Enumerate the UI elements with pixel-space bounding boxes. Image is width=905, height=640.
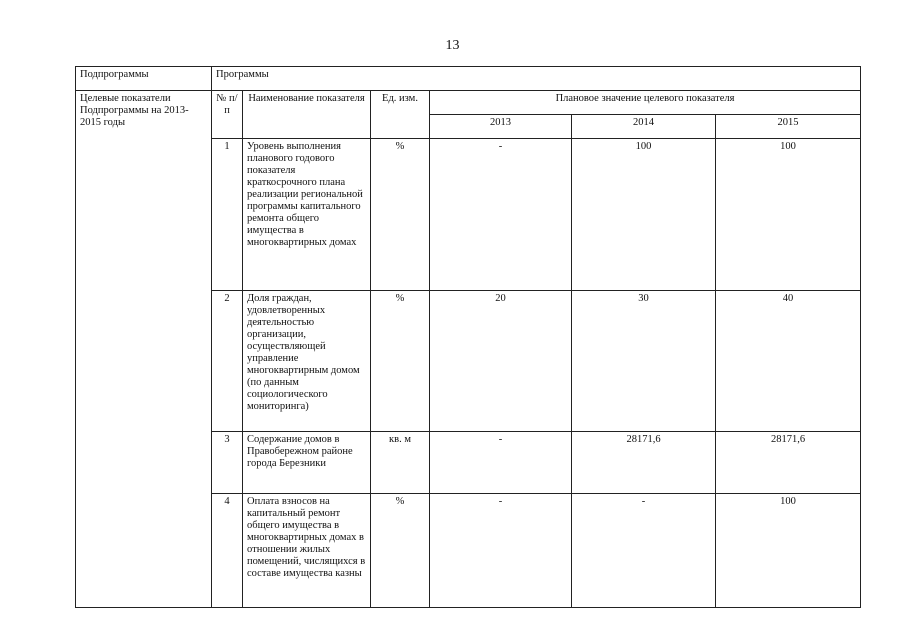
row-number: 3 xyxy=(212,432,243,494)
value-2014: 28171,6 xyxy=(572,432,716,494)
value-2014: - xyxy=(572,494,716,608)
num-header: № п/п xyxy=(212,91,243,139)
indicator-name: Доля граждан, удовлетворенных деятельностью организации, осуществляющей управление многоквартирным домом (по данным социологического мониторинга) xyxy=(243,291,371,432)
value-2015: 40 xyxy=(716,291,861,432)
indicator-name-header: Наименование показателя xyxy=(243,91,371,139)
row-number: 4 xyxy=(212,494,243,608)
indicator-name: Уровень выполнения планового годового показателя краткосрочного плана реализации региональной программы капитального ремонта общего имущества в многоквартирных домах xyxy=(243,139,371,291)
row-number: 1 xyxy=(212,139,243,291)
year-header-2014: 2014 xyxy=(572,115,716,139)
indicator-unit: % xyxy=(371,494,430,608)
value-2013: - xyxy=(430,494,572,608)
indicator-unit: % xyxy=(371,139,430,291)
row-number: 2 xyxy=(212,291,243,432)
target-indicators-label: Целевые показатели Подпрограммы на 2013-2015 годы xyxy=(76,91,212,608)
value-2015: 100 xyxy=(716,139,861,291)
indicator-name: Оплата взносов на капитальный ремонт общего имущества в многоквартирных домах в отношении жилых помещений, числящихся в составе имущества казны xyxy=(243,494,371,608)
planned-value-header: Плановое значение целевого показателя xyxy=(430,91,861,115)
year-header-2015: 2015 xyxy=(716,115,861,139)
indicator-name: Содержание домов в Правобережном районе города Березники xyxy=(243,432,371,494)
unit-header: Ед. изм. xyxy=(371,91,430,139)
value-2015: 100 xyxy=(716,494,861,608)
target-indicators-table xyxy=(75,66,861,608)
programs-header: Программы xyxy=(212,67,861,91)
year-header-2013: 2013 xyxy=(430,115,572,139)
value-2015: 28171,6 xyxy=(716,432,861,494)
header-row-columns xyxy=(76,91,861,115)
subprograms-header: Подпрограммы xyxy=(76,67,212,91)
value-2013: - xyxy=(430,139,572,291)
value-2014: 30 xyxy=(572,291,716,432)
page-number: 13 xyxy=(445,38,460,53)
value-2013: 20 xyxy=(430,291,572,432)
indicator-unit: % xyxy=(371,291,430,432)
header-row-top xyxy=(76,67,861,91)
value-2014: 100 xyxy=(572,139,716,291)
indicator-unit: кв. м xyxy=(371,432,430,494)
value-2013: - xyxy=(430,432,572,494)
